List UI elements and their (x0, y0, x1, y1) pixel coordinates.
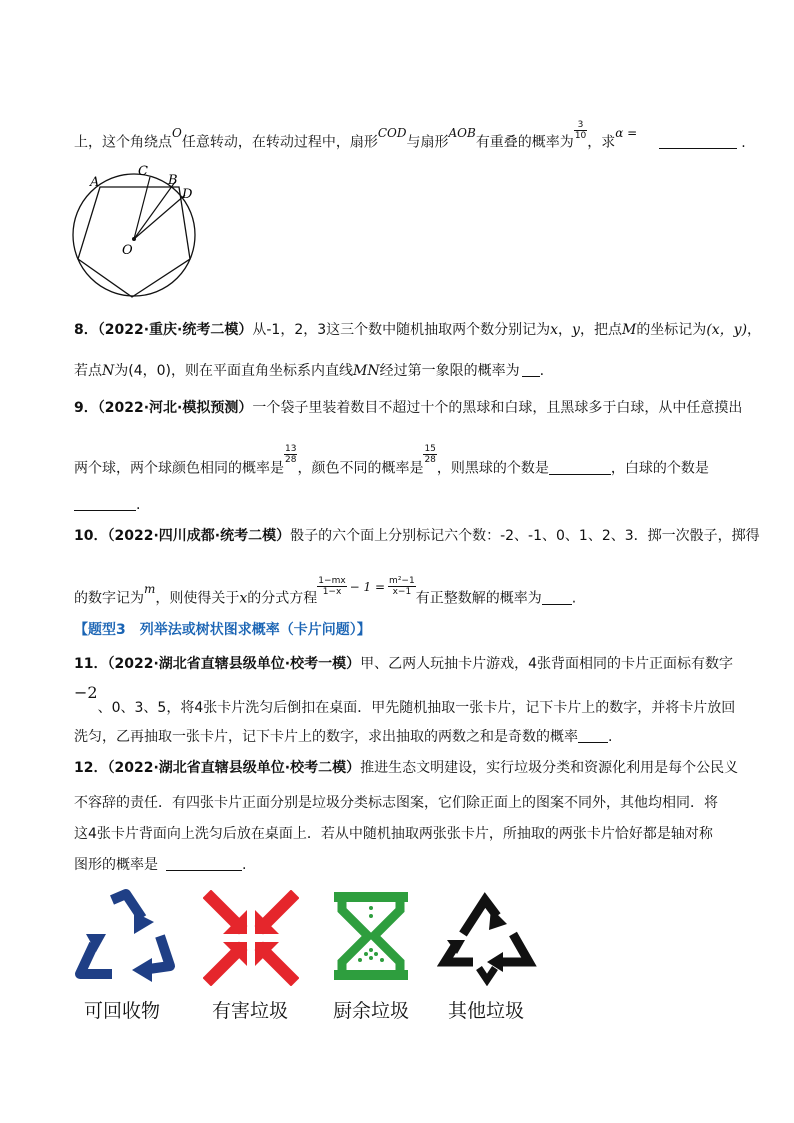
point-o: O (172, 125, 182, 140)
label-b: B (168, 173, 178, 188)
fraction-diff-color: $\frac{15}{28}$ (424, 444, 436, 465)
q9-line-2: 两个球，两个球颜色相同的概率是 $\frac{13}{28}$ ，颜色不同的概率是 $\frac{15}{28}$ ，则黑球的个数是 ，白球的个数是 (74, 444, 709, 477)
equation-right: $\frac{\text{m²−1}}{x-1}$ (389, 576, 415, 597)
q12-line-1: 12．（2022·湖北省直辖县级单位·校考二模）推进生态文明建设，实行垃圾分类和资源化利用是每个公民义 (74, 760, 739, 776)
q10-line-2: 的数字记为m，则使得关于x的分式方程 $\frac{1-mx}{1-x}$ − 1 = $\frac{\text{m²−1}}{x-1}$ 有正整数解的概率为 . (74, 576, 577, 607)
card-caption-hazardous: 有害垃圾 (212, 1000, 289, 1022)
label-o: O (122, 243, 133, 258)
q11-line-2: −2、0、3、5，将4张卡片洗匀后倒扣在桌面．甲先随机抽取一张卡片，记下卡片上的数字，并将卡片放回 (74, 683, 736, 716)
q7-line: 上，这个角绕点O任意转动，在转动过程中，扇形COD与扇形AOB有重叠的概率为 $\frac{3}{10}$ ，求α =. (74, 120, 746, 151)
card-caption-other: 其他垃圾 (448, 1000, 525, 1022)
recyclable-icon (72, 888, 180, 988)
q12-line-2: 不容辞的责任．有四张卡片正面分别是垃圾分类标志图案，它们除正面上的图案不同外，其他均相同．将 (74, 795, 718, 811)
answer-blank[interactable] (578, 728, 608, 743)
q11-line-1: 11．（2022·湖北省直辖县级单位·校考一模）甲、乙两人玩抽卡片游戏，4张背面相同的卡片正面标有数字 (74, 656, 733, 672)
answer-blank-black[interactable] (549, 460, 611, 475)
q12-line-4: 图形的概率是 . (74, 857, 247, 873)
label-c: C (138, 164, 148, 179)
q9-line-3: . (74, 495, 140, 515)
other-waste-icon (437, 890, 537, 986)
q12-line-3: 这4张卡片背面向上洗匀后放在桌面上．若从中随机抽取两张张卡片，所抽取的两张卡片恰好都是轴对称 (74, 826, 713, 842)
label-a: A (90, 175, 100, 190)
answer-blank-white[interactable] (74, 496, 136, 511)
q11-line-3: 洗匀，乙再抽取一张卡片，记下卡片上的数字，求出抽取的两数之和是奇数的概率 . (74, 729, 613, 745)
sector-aob: AOB (448, 125, 476, 140)
answer-blank[interactable] (659, 134, 737, 149)
hazardous-icon (203, 890, 299, 986)
q10-line-1: 10．（2022·四川成都·统考二模）骰子的六个面上分别标记六个数：-2、-1、0、1、2、3．掷一次骰子，掷得 (74, 528, 760, 544)
q9-line-1: 9．（2022·河北·模拟预测）一个袋子里装着数目不超过十个的黑球和白球，且黑球多于白球，从中任意摸出 (74, 400, 743, 416)
probability-fraction: $\frac{3}{10}$ (574, 120, 587, 141)
answer-blank[interactable] (522, 362, 540, 377)
alpha-symbol: α = (615, 125, 638, 140)
q8-line-1: 8．（2022·重庆·统考二模）从-1，2，3这三个数中随机抽取两个数分别记为x，y，把点M的坐标记为(x，y)， (74, 322, 762, 338)
answer-blank[interactable] (166, 856, 242, 871)
fraction-same-color: $\frac{13}{28}$ (285, 444, 297, 465)
label-d: D (182, 187, 193, 202)
answer-blank[interactable] (542, 590, 572, 605)
card-caption-kitchen: 厨余垃圾 (333, 1000, 410, 1022)
section-title: 【题型3 列举法或树状图求概率（卡片问题）】 (74, 622, 371, 638)
q8-line-2: 若点N为(4，0)，则在平面直角坐标系内直线MN经过第一象限的概率为 . (74, 363, 545, 379)
card-caption-recyclable: 可回收物 (84, 1000, 161, 1022)
pentagon-circle-figure (68, 160, 228, 320)
sector-cod: COD (377, 125, 407, 140)
kitchen-waste-icon (330, 888, 412, 984)
equation-left: $\frac{1-mx}{1-x}$ (318, 576, 346, 597)
